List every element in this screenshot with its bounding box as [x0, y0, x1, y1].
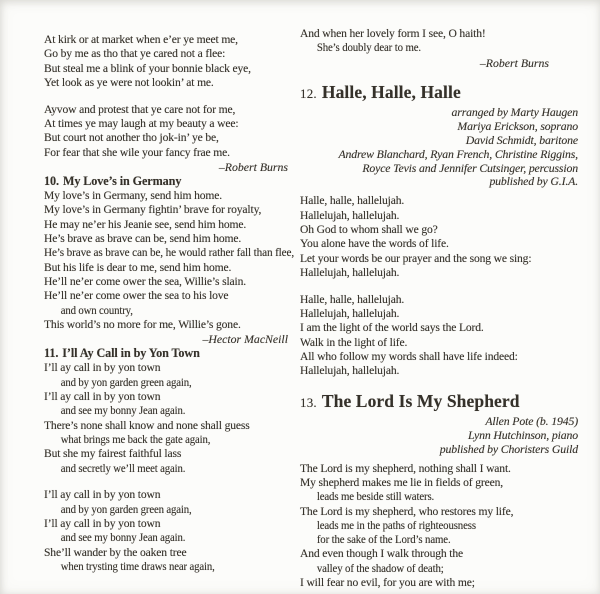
- lyric-line: I’ll ay call in by yon town: [44, 361, 161, 375]
- lyric-line: and see my bonny Jean again.: [60, 404, 186, 418]
- lyric-line: This world’s no more for me, Willie’s gone.: [44, 317, 241, 331]
- lyric-line: He’ll ne’er come ower the sea, Willie’s slain.: [44, 274, 246, 288]
- lyric-line: She’s doubly dear to me.: [316, 41, 421, 55]
- lyric-line: At kirk or at market when e’er ye meet me,: [44, 33, 238, 46]
- song-number: 12.: [300, 85, 317, 101]
- lyric-line: He’ll ne’er come ower the sea to his love: [44, 289, 229, 303]
- lyric-line: But court not another tho jok-in’ ye be,: [44, 131, 219, 145]
- lyric-line: My shepherd makes me lie in fields of green,: [300, 475, 503, 489]
- lyric-line: But his life is dear to me, send him home.: [44, 260, 232, 274]
- stanza: [44, 33, 294, 90]
- lyric-line: Halle, halle, hallelujah.: [300, 292, 405, 306]
- song-title: The Lord Is My Shepherd: [321, 390, 520, 411]
- credit-line: Lynn Hutchinson, piano: [467, 427, 578, 442]
- lyric-line: and secretly we’ll meet again.: [60, 461, 186, 475]
- lyric-line: He’s brave as brave can be, he would rather fall than flee,: [44, 246, 295, 260]
- song-number: 10.: [44, 174, 59, 189]
- stanza: [44, 488, 294, 574]
- lyric-line: My love’s in Germany, send him home.: [44, 189, 223, 203]
- lyric-line: Go by me as tho that ye cared not a flee:: [44, 47, 226, 61]
- credit-line: arranged by Marty Haugen: [451, 104, 578, 119]
- lyric-line: Walk in the light of life.: [300, 335, 408, 349]
- left-column: [44, 33, 294, 574]
- lyric-line: leads me in the paths of righteousness: [316, 518, 476, 532]
- lyric-line: The Lord is my shepherd, nothing shall I want.: [300, 461, 511, 475]
- song-title-heading: [44, 174, 294, 189]
- song-number: 11.: [44, 346, 59, 361]
- lyric-line: and own country,: [60, 303, 133, 317]
- performance-credits: [300, 106, 578, 189]
- lyric-line: Hallelujah, hallelujah.: [300, 208, 400, 222]
- stanza: [44, 103, 294, 160]
- lyric-line: Let your words be our prayer and the song we sing:: [300, 251, 532, 265]
- lyric-line: Hallelujah, hallelujah.: [300, 364, 400, 378]
- lyric-line: and by yon garden green again,: [60, 375, 192, 389]
- credit-line: Mariya Erickson, soprano: [457, 118, 578, 133]
- stanza: [300, 462, 578, 591]
- lyric-line: Ayvow and protest that ye care not for me,: [44, 102, 236, 116]
- credit-line: Royce Tevis and Jennifer Cutsinger, percussion: [362, 160, 578, 175]
- lyric-line: But steal me a blink of your bonnie black eye,: [44, 61, 251, 75]
- lyric-line: for the sake of the Lord’s name.: [316, 533, 451, 547]
- stanza: [44, 361, 294, 475]
- stanza: [300, 293, 578, 379]
- credit-line: Allen Pote (b. 1945): [485, 413, 578, 428]
- lyric-line: The Lord is my shepherd, who restores my life,: [300, 504, 514, 518]
- lyric-line: I’ll ay call in by yon town: [44, 516, 161, 530]
- lyric-line: And even though I walk through the: [300, 547, 463, 561]
- author-attribution: –Robert Burns: [218, 159, 288, 174]
- performance-credits: [300, 415, 578, 457]
- lyric-line: valley of the shadow of death;: [316, 561, 444, 575]
- credit-line: published by G.I.A.: [489, 174, 578, 189]
- lyric-line: Hallelujah, hallelujah.: [300, 265, 400, 279]
- lyric-line: Yet look as ye were not lookin’ at me.: [44, 75, 214, 89]
- lyric-line: He’s brave as brave can be, send him home.: [44, 232, 242, 246]
- lyric-line: He may ne’er his Jeanie see, send him home.: [44, 217, 247, 231]
- lyric-line: I’ll ay call in by yon town: [44, 390, 161, 404]
- song-title-heading: [44, 346, 294, 361]
- song-title-heading: [300, 82, 578, 104]
- lyric-line: Oh God to whom shall we go?: [300, 222, 438, 236]
- lyric-line: My love’s in Germany fightin’ brave for royalty,: [44, 203, 262, 217]
- credit-line: published by Choristers Guild: [439, 441, 578, 456]
- lyric-line: Hallelujah, hallelujah.: [300, 306, 400, 320]
- lyric-line: For fear that she wile your fancy frae me.: [44, 145, 230, 159]
- author-attribution: –Hector MacNeill: [202, 332, 288, 347]
- lyric-line: At times ye may laugh at my beauty a wee:: [44, 116, 239, 130]
- right-column: [300, 27, 578, 590]
- lyric-line: I am the light of the world says the Lord.: [300, 321, 484, 335]
- song-number: 13.: [300, 394, 317, 410]
- stanza: [300, 194, 578, 280]
- stanza: [300, 27, 578, 56]
- lyric-line: I’ll ay call in by yon town: [44, 488, 161, 502]
- lyric-line: All who follow my words shall have life indeed:: [300, 349, 518, 363]
- lyric-line: But she my fairest faithful lass: [44, 447, 182, 461]
- stanza: [44, 189, 294, 332]
- credit-line: David Schmidt, baritone: [465, 132, 578, 147]
- lyric-line: leads me beside still waters.: [316, 490, 435, 504]
- song-title: Halle, Halle, Halle: [321, 81, 461, 102]
- song-title-heading: [300, 391, 578, 413]
- author-attribution: –Robert Burns: [479, 55, 549, 70]
- lyric-line: when trysting time draws near again,: [60, 559, 215, 573]
- lyric-line: what brings me back the gate again,: [60, 432, 211, 446]
- lyric-line: You alone have the words of life.: [300, 237, 449, 251]
- lyric-line: I will fear no evil, for you are with me;: [300, 575, 475, 589]
- lyric-line: and by yon garden green again,: [60, 502, 192, 516]
- song-title: I’ll Ay Call in by Yon Town: [62, 346, 200, 361]
- song-title: My Love’s in Germany: [62, 174, 182, 189]
- lyric-line: and see my bonny Jean again.: [60, 531, 186, 545]
- lyric-line: There’s none shall know and none shall guess: [44, 418, 250, 432]
- credit-line: Andrew Blanchard, Ryan French, Christine Riggins,: [338, 146, 578, 161]
- lyric-line: She’ll wander by the oaken tree: [44, 545, 187, 559]
- lyric-line: Halle, halle, hallelujah.: [300, 194, 405, 208]
- lyric-line: And when her lovely form I see, O haith!: [300, 27, 486, 40]
